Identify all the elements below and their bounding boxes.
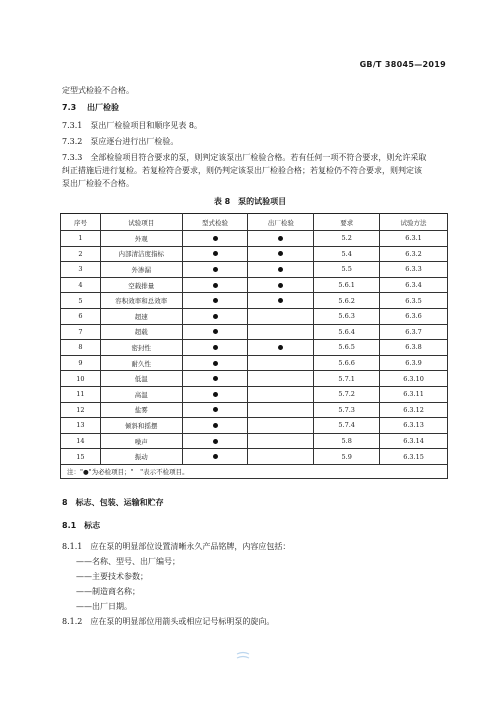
factory-test-cell	[248, 433, 314, 449]
required-dot-icon	[213, 439, 218, 444]
factory-test-cell	[248, 418, 314, 434]
watermark-icon	[235, 650, 251, 662]
row-number: 6	[61, 308, 101, 324]
requirement-ref: 5.7.3	[314, 402, 380, 418]
requirement-ref: 5.6.4	[314, 324, 380, 340]
row-number: 11	[61, 386, 101, 402]
clause-7-3-2: 7.3.2 泵应逐台进行出厂检验。	[62, 137, 179, 146]
factory-test-cell	[248, 449, 314, 465]
table-row	[61, 449, 448, 465]
test-method-ref: 6.3.12	[380, 402, 448, 418]
test-items-table	[60, 213, 448, 479]
test-item: 容积效率和总效率	[100, 293, 182, 309]
column-header: 试验方法	[380, 214, 448, 231]
factory-test-cell	[248, 246, 314, 262]
type-test-cell	[182, 340, 248, 356]
table-row	[61, 340, 448, 356]
test-method-ref: 6.3.15	[380, 449, 448, 465]
table-row	[61, 246, 448, 262]
test-item: 密封性	[100, 340, 182, 356]
table-note-row	[61, 464, 448, 478]
row-number: 7	[61, 324, 101, 340]
clause-7-3-3-line1: 7.3.3 全部检验项目符合要求的泵，则判定该泵出厂检验合格。若有任何一项不符合要求，则允许采取	[62, 153, 427, 162]
test-method-ref: 6.3.1	[380, 231, 448, 247]
list-item: ——主要技术参数；	[76, 572, 148, 581]
requirement-ref: 5.7.1	[314, 371, 380, 387]
clause-7-3-3-line3: 泵出厂检验不合格。	[62, 179, 134, 188]
required-dot-icon	[213, 283, 218, 288]
table-row	[61, 402, 448, 418]
row-number: 15	[61, 449, 101, 465]
table-row	[61, 418, 448, 434]
required-dot-icon	[213, 236, 218, 241]
factory-test-cell	[248, 355, 314, 371]
required-dot-icon	[278, 251, 283, 256]
test-item: 超速	[100, 308, 182, 324]
table-row	[61, 386, 448, 402]
factory-test-cell	[248, 324, 314, 340]
test-method-ref: 6.3.2	[380, 246, 448, 262]
test-method-ref: 6.3.3	[380, 262, 448, 278]
column-header: 序号	[61, 214, 101, 231]
required-dot-icon	[213, 454, 218, 459]
required-dot-icon	[213, 376, 218, 381]
required-dot-icon	[278, 236, 283, 241]
table-row	[61, 371, 448, 387]
requirement-ref: 5.2	[314, 231, 380, 247]
row-number: 14	[61, 433, 101, 449]
required-dot-icon	[278, 298, 283, 303]
test-item: 超载	[100, 324, 182, 340]
column-header: 要求	[314, 214, 380, 231]
test-item: 空载排量	[100, 277, 182, 293]
factory-test-cell	[248, 231, 314, 247]
required-dot-icon	[213, 423, 218, 428]
type-test-cell	[182, 293, 248, 309]
required-dot-icon	[213, 361, 218, 366]
type-test-cell	[182, 277, 248, 293]
type-test-cell	[182, 355, 248, 371]
factory-test-cell	[248, 386, 314, 402]
required-dot-icon	[213, 407, 218, 412]
factory-test-cell	[248, 371, 314, 387]
row-number: 13	[61, 418, 101, 434]
list-item: ——出厂日期。	[76, 602, 132, 611]
factory-test-cell	[248, 308, 314, 324]
required-dot-icon	[213, 345, 218, 350]
row-number: 4	[61, 277, 101, 293]
table-row	[61, 262, 448, 278]
table-row	[61, 324, 448, 340]
requirement-ref: 5.6.3	[314, 308, 380, 324]
row-number: 1	[61, 231, 101, 247]
test-method-ref: 6.3.7	[380, 324, 448, 340]
column-header: 出厂检验	[248, 214, 314, 231]
test-method-ref: 6.3.5	[380, 293, 448, 309]
test-method-ref: 6.3.14	[380, 433, 448, 449]
row-number: 12	[61, 402, 101, 418]
column-header: 试验项目	[100, 214, 182, 231]
test-method-ref: 6.3.6	[380, 308, 448, 324]
requirement-ref: 5.9	[314, 449, 380, 465]
table-row	[61, 231, 448, 247]
requirement-ref: 5.6.2	[314, 293, 380, 309]
test-item: 耐久性	[100, 355, 182, 371]
required-dot-icon	[213, 251, 218, 256]
test-item: 高温	[100, 386, 182, 402]
table-row	[61, 433, 448, 449]
type-test-cell	[182, 308, 248, 324]
clause-7-3-3-line2: 纠正措施后进行复检。若复检符合要求，则仍判定该泵出厂检验合格；若复检仍不符合要求，则判定该	[62, 166, 422, 175]
factory-test-cell	[248, 293, 314, 309]
list-item: ——名称、型号、出厂编号；	[76, 557, 180, 566]
required-dot-icon	[278, 345, 283, 350]
test-item: 倾斜和摇摆	[100, 418, 182, 434]
type-test-cell	[182, 324, 248, 340]
type-test-cell	[182, 231, 248, 247]
clause-8-1-1: 8.1.1 应在泵的明显部位设置清晰永久产品铭牌，内容应包括：	[62, 542, 291, 551]
test-item: 低温	[100, 371, 182, 387]
factory-test-cell	[248, 262, 314, 278]
factory-test-cell	[248, 402, 314, 418]
type-test-cell	[182, 402, 248, 418]
type-test-cell	[182, 262, 248, 278]
paragraph-continuation: 定型式检验不合格。	[62, 86, 134, 95]
column-header: 型式检验	[182, 214, 248, 231]
requirement-ref: 5.4	[314, 246, 380, 262]
requirement-ref: 5.7.4	[314, 418, 380, 434]
requirement-ref: 5.8	[314, 433, 380, 449]
row-number: 3	[61, 262, 101, 278]
clause-7-3-1: 7.3.1 泵出厂检验项目和顺序见表 8。	[62, 121, 202, 130]
type-test-cell	[182, 246, 248, 262]
test-item: 外观	[100, 231, 182, 247]
requirement-ref: 5.6.6	[314, 355, 380, 371]
row-number: 5	[61, 293, 101, 309]
test-item: 内部清洁度指标	[100, 246, 182, 262]
table-note: 注："●"为必检项目；" "表示不检项目。	[61, 464, 448, 478]
section-8-1-heading: 8.1 标志	[62, 521, 101, 530]
factory-test-cell	[248, 340, 314, 356]
test-method-ref: 6.3.8	[380, 340, 448, 356]
section-number: 7.3	[62, 103, 77, 112]
table-header-row	[61, 214, 448, 231]
section-7-3-heading	[62, 103, 119, 113]
test-method-ref: 6.3.9	[380, 355, 448, 371]
table-row	[61, 355, 448, 371]
table-title: 表 8 泵的试验项目	[213, 197, 287, 206]
list-item: ——制造商名称；	[76, 587, 140, 596]
section-8-heading: 8 标志、包装、运输和贮存	[62, 498, 164, 507]
row-number: 2	[61, 246, 101, 262]
requirement-ref: 5.6.5	[314, 340, 380, 356]
section-title: 出厂检验	[86, 103, 119, 112]
required-dot-icon	[213, 298, 218, 303]
test-item: 振动	[100, 449, 182, 465]
row-number: 8	[61, 340, 101, 356]
row-number: 10	[61, 371, 101, 387]
required-dot-icon	[213, 329, 218, 334]
type-test-cell	[182, 418, 248, 434]
required-dot-icon	[213, 314, 218, 319]
type-test-cell	[182, 449, 248, 465]
clause-8-1-2: 8.1.2 应在泵的明显部位用箭头或相应记号标明泵的旋向。	[62, 617, 275, 626]
requirement-ref: 5.5	[314, 262, 380, 278]
test-method-ref: 6.3.10	[380, 371, 448, 387]
test-item: 外渗漏	[100, 262, 182, 278]
requirement-ref: 5.7.2	[314, 386, 380, 402]
required-dot-icon	[213, 392, 218, 397]
required-dot-icon	[278, 283, 283, 288]
factory-test-cell	[248, 277, 314, 293]
test-method-ref: 6.3.13	[380, 418, 448, 434]
test-method-ref: 6.3.4	[380, 277, 448, 293]
required-dot-icon	[278, 267, 283, 272]
type-test-cell	[182, 433, 248, 449]
table-row	[61, 308, 448, 324]
type-test-cell	[182, 386, 248, 402]
test-item: 噪声	[100, 433, 182, 449]
table-row	[61, 293, 448, 309]
test-method-ref: 6.3.11	[380, 386, 448, 402]
type-test-cell	[182, 371, 248, 387]
required-dot-icon	[213, 267, 218, 272]
test-item: 盐雾	[100, 402, 182, 418]
row-number: 9	[61, 355, 101, 371]
requirement-ref: 5.6.1	[314, 277, 380, 293]
standard-code: GB/T 38045—2019	[359, 60, 446, 69]
table-row	[61, 277, 448, 293]
